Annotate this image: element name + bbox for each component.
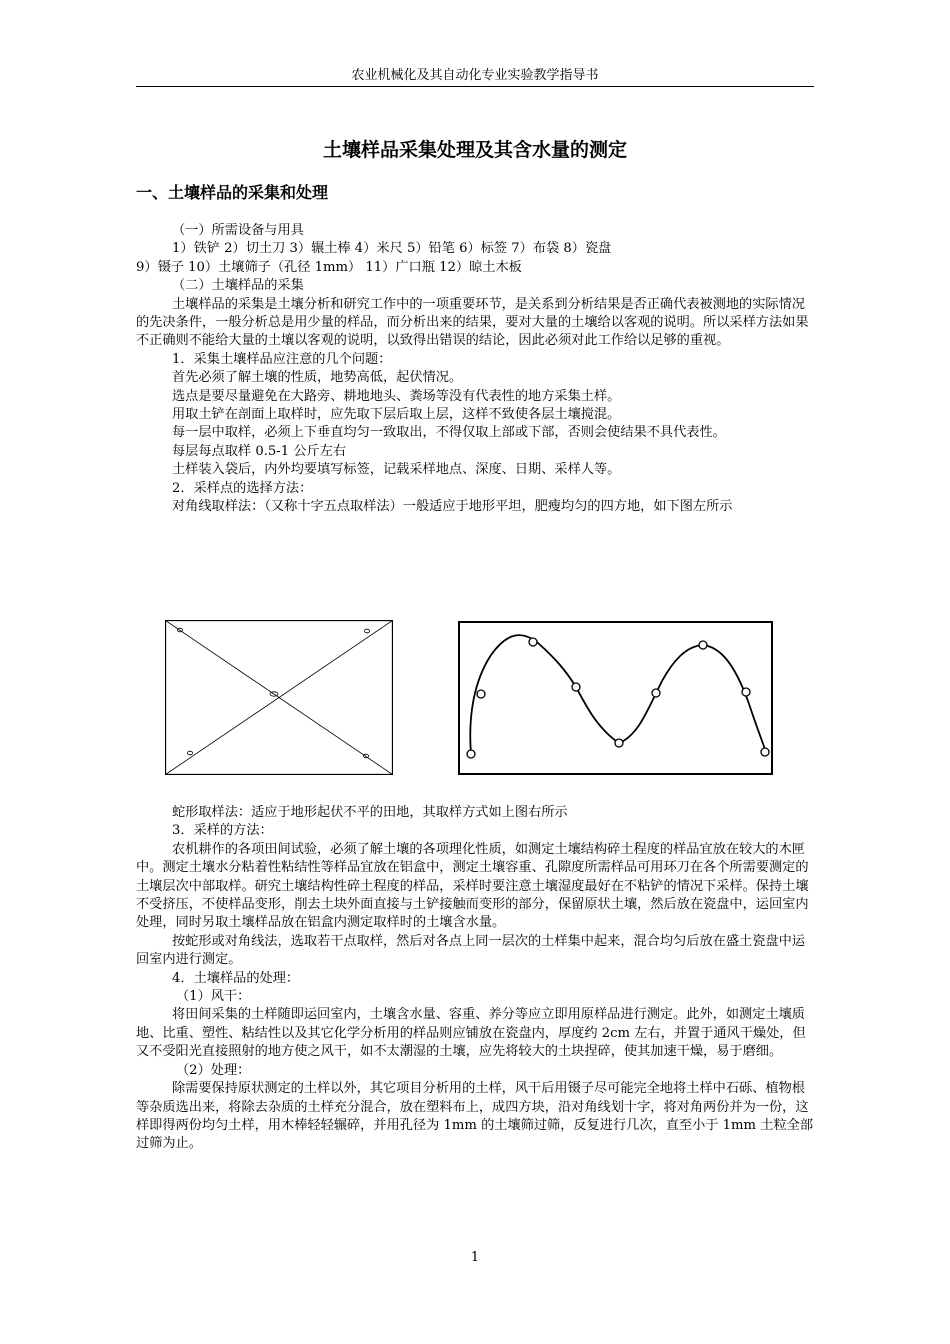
sample-point xyxy=(699,641,707,649)
sample-point xyxy=(364,629,369,633)
section-heading-1: 一、土壤样品的采集和处理 xyxy=(136,183,329,202)
sample-point xyxy=(761,748,769,756)
sub4a-heading: （1）风干： xyxy=(176,989,251,1005)
sample-point xyxy=(652,689,660,697)
document-title: 土壤样品采集处理及其含水量的测定 xyxy=(322,139,627,161)
tools-line-1: 1）铁铲 2）切土刀 3）辗土棒 4）米尺 5）铅笔 6）标签 7）布袋 8）瓷盘 xyxy=(172,241,612,257)
page-header: 农业机械化及其自动化专业实验教学指导书 xyxy=(351,68,599,83)
sampling-intro: 土壤样品的采集是土壤分析和研究工作中的一项重要环节，是关系到分析结果是否正确代表被测地的实际情况的先决条件，一般分析总是用少量的样品，而分析出来的结果，要对大量的土壤给以客观的说明。所以采样方法如果不正确则不能给大量的土壤以客观的说明，以致得出错误的结论，因此必须对此工作给以足够的重视。 xyxy=(136,296,809,349)
snake-path xyxy=(470,635,766,754)
sub3-paragraph: 农机耕作的各项田间试验，必须了解土壤的各项理化性质，如测定土壤结构碎土程度的样品宜放在较大的木匣中。测定土壤水分粘着性粘结性等样品宜放在铝盒中，测定土壤容重、孔隙度所需样品可用环刀在各个所需要测定的土壤层次中部取样。研究土壤结构性碎土程度的样品，采样时要注意土壤湿度最好在不粘铲的情况下采样。保持土壤不受挤压，不使样品变形，削去土块外面直接与土铲接触而变形的部分，保留原状土壤，然后放在瓷盘中，运回室内处理，同时另取土壤样品放在铝盒内测定取样时的土壤含水量。 xyxy=(136,841,809,931)
sample-point xyxy=(363,754,368,758)
sub4b-heading: （2）处理： xyxy=(176,1062,251,1078)
sample-point xyxy=(572,683,580,691)
sub1-item: 土样装入袋后，内外均要填写标签，记载采样地点、深度、日期、采样人等。 xyxy=(172,462,621,478)
sample-point xyxy=(529,638,537,646)
sub1-item: 每层每点取样 0.5-1 公斤左右 xyxy=(172,443,347,459)
diagonal-sampling-figure xyxy=(165,620,393,775)
page-number: 1 xyxy=(470,1250,480,1265)
header-rule xyxy=(136,86,814,87)
text-block-bottom xyxy=(136,804,814,1154)
sample-point xyxy=(615,739,623,747)
sub4a-paragraph: 将田间采集的土样随即运回室内，土壤含水量、容重、养分等应立即用原样品进行测定。此外，如测定土壤质地、比重、塑性、粘结性以及其它化学分析用的样品则应铺放在瓷盘内，厚度约 2cm 左右，并置于通风干燥处，但又不受阳光直接照射的地方使之风干，如不太潮湿的土壤，应先将较大的土块捏碎，使其加速干燥，易于磨细。 xyxy=(136,1007,806,1060)
sample-point xyxy=(477,690,485,698)
snake-method-text: 蛇形取样法：适应于地形起伏不平的田地，其取样方式如上图右所示 xyxy=(172,805,568,820)
part1-heading: （一）所需设备与用具 xyxy=(172,223,304,238)
sub2-heading: 2．采样点的选择方法： xyxy=(172,480,313,496)
sample-point xyxy=(742,688,750,696)
tools-line-2: 9）镊子 10）土壤筛子（孔径 1mm） 11）广口瓶 12）晾土木板 xyxy=(136,259,522,275)
sub3-paragraph: 按蛇形或对角线法，选取若干点取样，然后对各点上同一层次的土样集中起来，混合均匀后放在盛土瓷盘中运回室内进行测定。 xyxy=(136,933,805,968)
diagonal-method-text: 对角线取样法：（又称十字五点取样法）一般适应于地形平坦，肥瘦均匀的四方地，如下图左所示 xyxy=(172,499,733,515)
part2-heading: （二）土壤样品的采集 xyxy=(172,278,304,294)
sub1-heading: 1．采集土壤样品应注意的几个问题： xyxy=(172,351,392,367)
sub1-item: 选点是要尽量避免在大路旁、耕地地头、粪场等没有代表性的地方采集土样。 xyxy=(172,388,621,404)
sub4b-paragraph: 除需要保持原状测定的土样以外，其它项目分析用的土样，风干后用镊子尽可能完全地将土样中石砾、植物根等杂质选出来，将除去杂质的土样充分混合，放在塑料布上，成四方块，沿对角线划十字，将对角两份并为一份，这样即得两份均匀土样，用木棒轻轻辗碎，并用孔径为 1mm 的土壤筛过筛，反复进行几次，直至小于 1mm 土粒全部过筛为止。 xyxy=(136,1081,814,1152)
sub1-item: 每一层中取样，必须上下垂直均匀一致取出，不得仅取上部或下部，否则会使结果不具代表性。 xyxy=(172,425,726,441)
field-border xyxy=(459,622,772,774)
sample-point xyxy=(187,751,192,755)
sub3-heading: 3．采样的方法： xyxy=(172,823,273,839)
snake-sampling-figure xyxy=(458,621,773,775)
sub1-item: 用取土铲在剖面上取样时，应先取下层后取上层，这样不致使各层土壤搅混。 xyxy=(172,407,621,423)
sub4-heading: 4．土壤样品的处理： xyxy=(172,970,300,986)
text-block-top xyxy=(136,222,814,517)
sub1-item: 首先必须了解土壤的性质，地势高低，起伏情况。 xyxy=(172,370,463,386)
sample-point xyxy=(467,750,475,758)
